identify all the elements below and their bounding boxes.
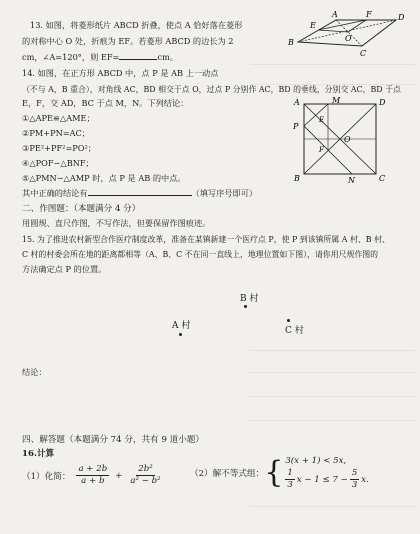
section-4-title: 四、解答题（本题满分 74 分，共有 9 道小题）: [22, 435, 205, 445]
label-n: N: [348, 176, 355, 184]
label-f: F: [319, 146, 324, 154]
q15-line-3: 方法确定点 P 的位置。: [22, 264, 107, 274]
section-2-title: 二、作图题：（本题满分 4 分）: [22, 204, 141, 214]
q16-title: 16.计算: [22, 449, 55, 459]
q14-item-5: ⑤△PMN∽△AMP 时，点 P 是 AB 的中点。: [22, 173, 186, 183]
q14-item-3: ③PE²+PF²=PO²；: [22, 143, 96, 153]
q16-part-1: （1）化简： $\frac{a + 2b}{a + b}$ + $\frac{\text{2b²}}{\text{a² − b²}}$: [22, 464, 161, 486]
label-o: O: [345, 34, 352, 43]
q14-line-1: 14. 如图，在正方形 ABCD 中，点 P 是 AB 上一动点: [22, 68, 219, 78]
village-c-dot: [287, 319, 290, 322]
label-b: B: [294, 174, 300, 183]
bleed-line: [250, 420, 415, 421]
label-c: C: [360, 49, 367, 58]
label-d: D: [398, 13, 405, 22]
bleed-line: [250, 506, 415, 507]
label-d: D: [379, 98, 386, 107]
q14-item-2: ②PM+PN=AC；: [22, 128, 90, 138]
village-b-label: B 村: [240, 294, 259, 304]
fraction-1: $\frac{a + 2b}{a + b}$: [78, 464, 108, 486]
q15-conclusion-label: 结论：: [22, 367, 47, 377]
q13-line-2: 的对称中心 O 处，折痕为 EF。若菱形 ABCD 的边长为 2: [22, 36, 234, 46]
label-c: C: [379, 174, 386, 183]
q14-item-4: ④△POF∽△BNF；: [22, 158, 94, 168]
village-a-dot: [179, 333, 182, 336]
label-m: M: [332, 96, 341, 105]
fold-edge-eo: [318, 30, 348, 32]
brace-icon: {: [264, 454, 284, 490]
bleed-line: [250, 64, 415, 65]
village-c-label: C 村: [285, 326, 304, 336]
q14-answer-blank[interactable]: [88, 195, 192, 196]
label-p: P: [293, 122, 299, 131]
label-o: O: [344, 135, 351, 144]
label-e: E: [310, 21, 316, 30]
q14-line-3: E，F，交 AD，BC 于点 M，N。下列结论：: [22, 98, 189, 108]
bleed-line: [250, 372, 415, 373]
q13-line-3: cm，∠A=120°，则 EF= cm。: [22, 52, 178, 62]
q14-answer-line: 其中正确的结论有 （填写序号即可）: [22, 188, 258, 198]
q15-line-2: C 村的村委会所在地的距离都相等（A、B、C 不在同一直线上，地理位置如下图），请你用尺规作图的: [22, 250, 379, 259]
bleed-line: [250, 350, 415, 351]
label-a: A: [294, 98, 300, 107]
q13-rhombus-figure: [282, 8, 412, 60]
village-a-label: A 村: [172, 321, 191, 331]
bleed-line: [250, 396, 415, 397]
label-a: A: [332, 10, 338, 19]
village-b-dot: [244, 305, 247, 308]
label-e: E: [319, 116, 325, 124]
section-2-instruction: 用圆规、直尺作图，不写作法，但要保留作图痕迹。: [22, 218, 211, 228]
q14-line-2: （不与 A，B 重合），对角线 AC，BD 相交于点 O，过点 P 分别作 AC，BD 的垂线，分别交 AC，BD 于点: [22, 85, 401, 94]
q14-item-1: ①△APE≌△AME；: [22, 113, 95, 123]
q14-square-figure: [292, 96, 392, 184]
q13-answer-blank[interactable]: [119, 59, 157, 60]
label-b: B: [288, 38, 294, 47]
q13-line-1: 13. 如图，将菱形纸片 ABCD 折叠，使点 A 恰好落在菱形: [30, 20, 243, 30]
inequality-system: 3(x + 1) < 5x, $\frac{1}{3}$ x − 1 ≤ 7 − $\frac{5}{3}$ x.: [285, 456, 369, 490]
q16-part-2: （2）解不等式组： { 3(x + 1) < 5x, $\frac{1}{3}$ x − 1 ≤ 7 − $\frac{5}{3}$ x.: [190, 454, 369, 490]
fraction-2: $\frac{\text{2b²}}{\text{a² − b²}}$: [130, 464, 161, 486]
label-f: F: [366, 10, 372, 19]
q15-line-1: 15. 为了推进农村新型合作医疗制度改革，准备在某镇新建一个医疗点 P，使 P 到该镇所属 A 村、B 村、: [22, 235, 390, 244]
